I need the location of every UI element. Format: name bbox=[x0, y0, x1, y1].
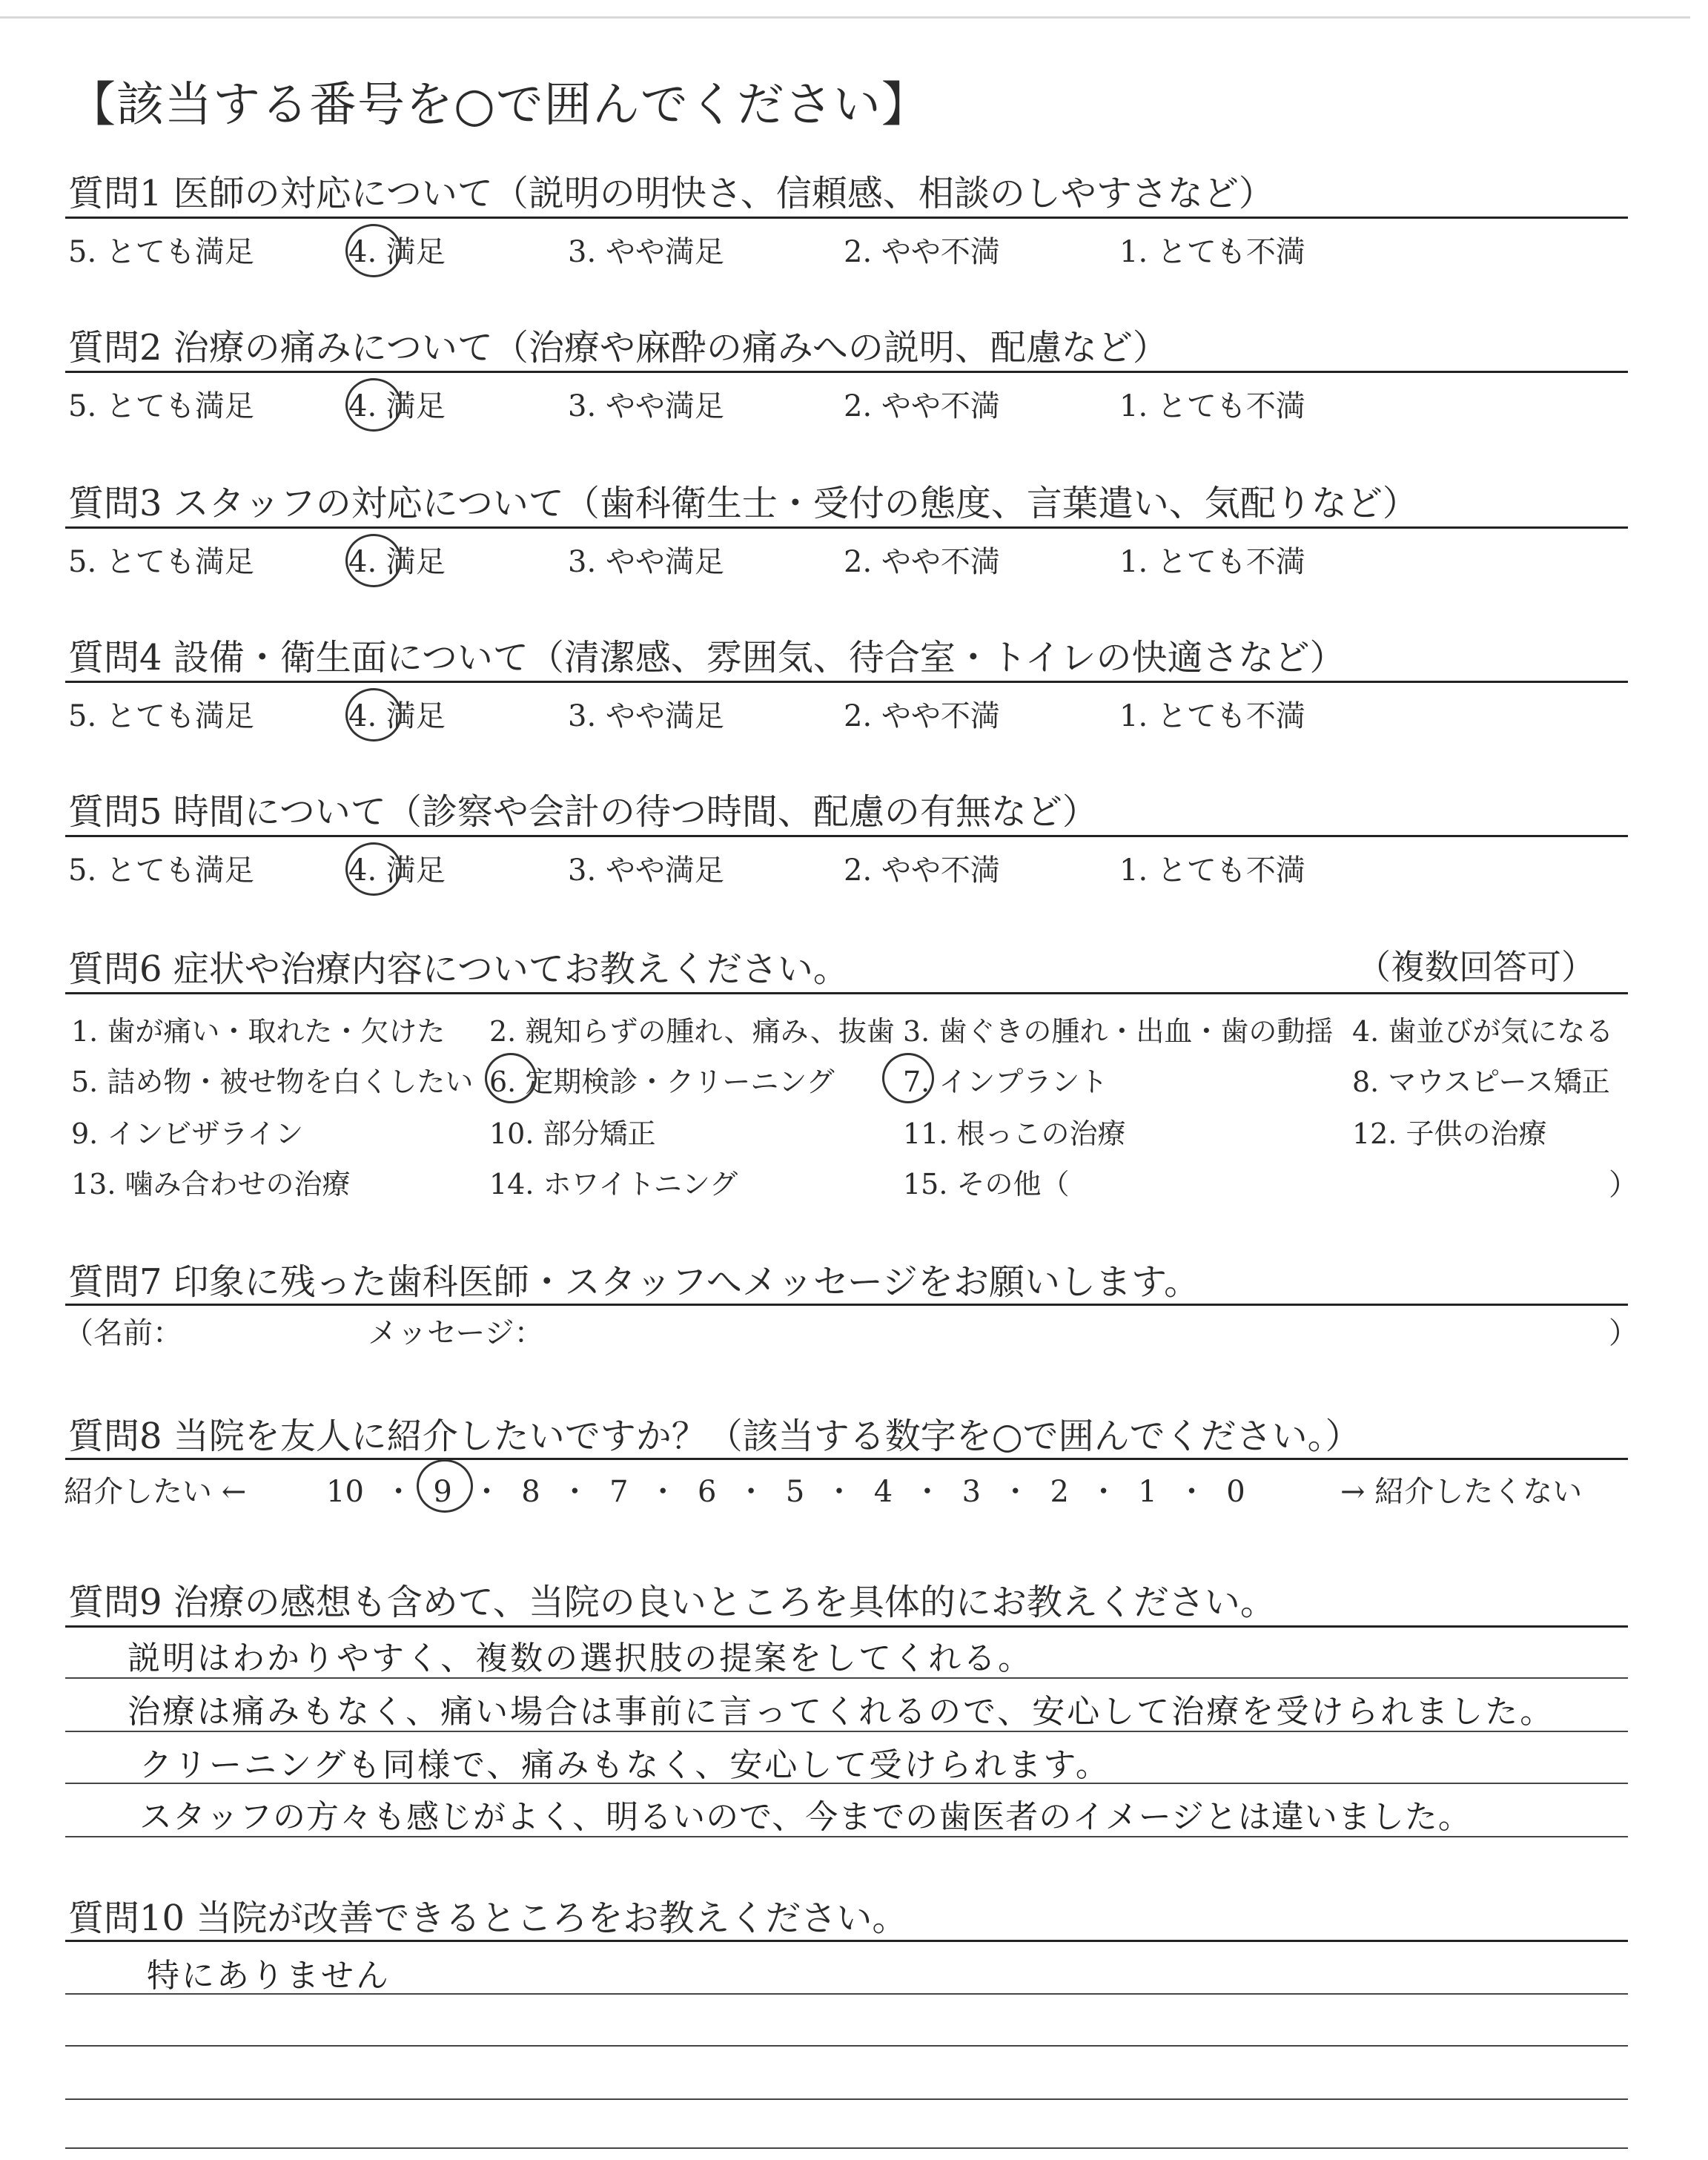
q3-title: 質問3 スタッフの対応について（歯科衛生士・受付の態度、言葉遣い、気配りなど） bbox=[68, 483, 1418, 524]
q8-title: 質問8 当院を友人に紹介したいですか？（該当する数字を○で囲んでください。） bbox=[68, 1416, 1361, 1457]
q1-option-2[interactable]: 2. やや不満 bbox=[844, 235, 1000, 269]
q1-option-4[interactable]: 4. 満足 bbox=[348, 235, 446, 269]
q2-rule bbox=[65, 371, 1628, 373]
q6-option-8[interactable]: 8. マウスピース矯正 bbox=[1352, 1066, 1610, 1098]
q6-option-10[interactable]: 10. 部分矯正 bbox=[489, 1117, 656, 1150]
q4-option-2[interactable]: 2. やや不満 bbox=[844, 699, 1000, 733]
q5-option-2[interactable]: 2. やや不満 bbox=[844, 853, 1000, 888]
q2-selected-circle bbox=[345, 378, 402, 432]
q6-note: （複数回答可） bbox=[1357, 947, 1595, 987]
q2-option-4[interactable]: 4. 満足 bbox=[348, 389, 446, 423]
q4-option-1[interactable]: 1. とても不満 bbox=[1119, 699, 1305, 733]
q7-rule bbox=[65, 1304, 1628, 1306]
q6-option-15[interactable]: 15. その他（ bbox=[903, 1168, 1070, 1200]
q4-option-4[interactable]: 4. 満足 bbox=[348, 699, 446, 733]
q4-rule bbox=[65, 681, 1628, 683]
q6-option-7[interactable]: 7. インプラント bbox=[903, 1066, 1108, 1098]
q8-scale: 10 ・ 9 ・ 8 ・ 7 ・ 6 ・ 5 ・ 4 ・ 3 ・ 2 ・ 1 ・ 0 bbox=[326, 1475, 1245, 1509]
q5-option-1[interactable]: 1. とても不満 bbox=[1119, 853, 1305, 888]
q7-close-paren: ） bbox=[1609, 1316, 1638, 1350]
q7-name-label: （名前： bbox=[64, 1316, 182, 1350]
q4-selected-circle bbox=[345, 688, 402, 742]
q6-option-12[interactable]: 12. 子供の治療 bbox=[1352, 1117, 1547, 1150]
q9-title: 質問9 治療の感想も含めて、当院の良いところを具体的にお教えください。 bbox=[68, 1582, 1276, 1623]
q4-option-5[interactable]: 5. とても満足 bbox=[68, 699, 254, 733]
q1-option-5[interactable]: 5. とても満足 bbox=[68, 235, 254, 269]
q10-rule bbox=[65, 1940, 1628, 1942]
q10-line-3 bbox=[65, 2098, 1628, 2100]
q3-option-3[interactable]: 3. やや満足 bbox=[568, 545, 724, 579]
q3-rule bbox=[65, 526, 1628, 529]
q9-answer-line: スタッフの方々も感じがよく、明るいので、今までの歯医者のイメージとは違いました。 bbox=[139, 1798, 1472, 1836]
q6-rule bbox=[65, 992, 1628, 994]
q6-selected-circle bbox=[882, 1053, 934, 1103]
q3-option-2[interactable]: 2. やや不満 bbox=[844, 545, 1000, 579]
q6-option-13[interactable]: 13. 噛み合わせの治療 bbox=[71, 1168, 351, 1200]
q6-close-paren: ） bbox=[1609, 1168, 1638, 1202]
q5-rule bbox=[65, 835, 1628, 837]
q2-title: 質問2 治療の痛みについて（治療や麻酔の痛みへの説明、配慮など） bbox=[68, 327, 1168, 369]
q6-option-5[interactable]: 5. 詰め物・被せ物を白くしたい bbox=[71, 1066, 474, 1098]
q10-line-4 bbox=[65, 2147, 1628, 2149]
q7-message-label: メッセージ： bbox=[368, 1316, 544, 1350]
q6-option-9[interactable]: 9. インビザライン bbox=[71, 1117, 304, 1150]
q8-selected-circle bbox=[417, 1459, 473, 1513]
q8-right-label: → 紹介したくない bbox=[1340, 1475, 1583, 1509]
q6-option-2[interactable]: 2. 親知らずの腫れ、痛み、抜歯 bbox=[489, 1015, 895, 1048]
q1-rule bbox=[65, 217, 1628, 219]
q6-option-4[interactable]: 4. 歯並びが気になる bbox=[1352, 1015, 1614, 1048]
q6-option-11[interactable]: 11. 根っこの治療 bbox=[903, 1117, 1126, 1150]
q9-answer-line: 説明はわかりやすく、複数の選択肢の提案をしてくれる。 bbox=[128, 1639, 1033, 1677]
q5-title: 質問5 時間について（診察や会計の待つ時間、配慮の有無など） bbox=[68, 791, 1098, 833]
q2-option-1[interactable]: 1. とても不満 bbox=[1119, 389, 1305, 423]
q2-option-3[interactable]: 3. やや満足 bbox=[568, 389, 724, 423]
q4-title: 質問4 設備・衛生面について（清潔感、雰囲気、待合室・トイレの快適さなど） bbox=[68, 637, 1345, 678]
q3-option-4[interactable]: 4. 満足 bbox=[348, 545, 446, 579]
q1-selected-circle bbox=[345, 224, 402, 277]
q9-rule bbox=[65, 1625, 1628, 1628]
q8-left-label: 紹介したい ← bbox=[64, 1475, 247, 1509]
q3-selected-circle bbox=[345, 534, 402, 587]
q9-answer-line: 治療は痛みもなく、痛い場合は事前に言ってくれるので、安心して治療を受けられました。 bbox=[128, 1693, 1555, 1731]
q1-title: 質問1 医師の対応について（説明の明快さ、信頼感、相談のしやすさなど） bbox=[68, 173, 1274, 214]
q3-option-1[interactable]: 1. とても不満 bbox=[1119, 545, 1305, 579]
q4-option-3[interactable]: 3. やや満足 bbox=[568, 699, 724, 733]
q10-line-2 bbox=[65, 2045, 1628, 2047]
q6-option-3[interactable]: 3. 歯ぐきの腫れ・出血・歯の動揺 bbox=[903, 1015, 1334, 1048]
q7-title: 質問7 印象に残った歯科医師・スタッフへメッセージをお願いします。 bbox=[68, 1261, 1200, 1303]
q5-selected-circle bbox=[345, 842, 402, 896]
q5-option-4[interactable]: 4. 満足 bbox=[348, 853, 446, 888]
q6-option-6[interactable]: 6. 定期検診・クリーニング bbox=[489, 1066, 835, 1098]
q6-option-14[interactable]: 14. ホワイトニング bbox=[489, 1168, 738, 1200]
page-header: 【該当する番号を○で囲んでください】 bbox=[68, 78, 930, 133]
q10-answer-line: 特にありません bbox=[147, 1957, 391, 1995]
q1-option-1[interactable]: 1. とても不満 bbox=[1119, 235, 1305, 269]
q8-rule bbox=[65, 1458, 1628, 1460]
q3-option-5[interactable]: 5. とても満足 bbox=[68, 545, 254, 579]
q2-option-5[interactable]: 5. とても満足 bbox=[68, 389, 254, 423]
q1-option-3[interactable]: 3. やや満足 bbox=[568, 235, 724, 269]
q10-title: 質問10 当院が改善できるところをお教えください。 bbox=[68, 1898, 908, 1939]
top-border bbox=[0, 16, 1690, 19]
q6-title: 質問6 症状や治療内容についてお教えください。 bbox=[68, 948, 849, 990]
q6-selected-circle bbox=[485, 1053, 537, 1103]
q9-answer-line: クリーニングも同様で、痛みもなく、安心して受けられます。 bbox=[139, 1746, 1110, 1784]
q2-option-2[interactable]: 2. やや不満 bbox=[844, 389, 1000, 423]
q5-option-5[interactable]: 5. とても満足 bbox=[68, 853, 254, 888]
q6-option-1[interactable]: 1. 歯が痛い・取れた・欠けた bbox=[71, 1015, 446, 1048]
q5-option-3[interactable]: 3. やや満足 bbox=[568, 853, 724, 888]
